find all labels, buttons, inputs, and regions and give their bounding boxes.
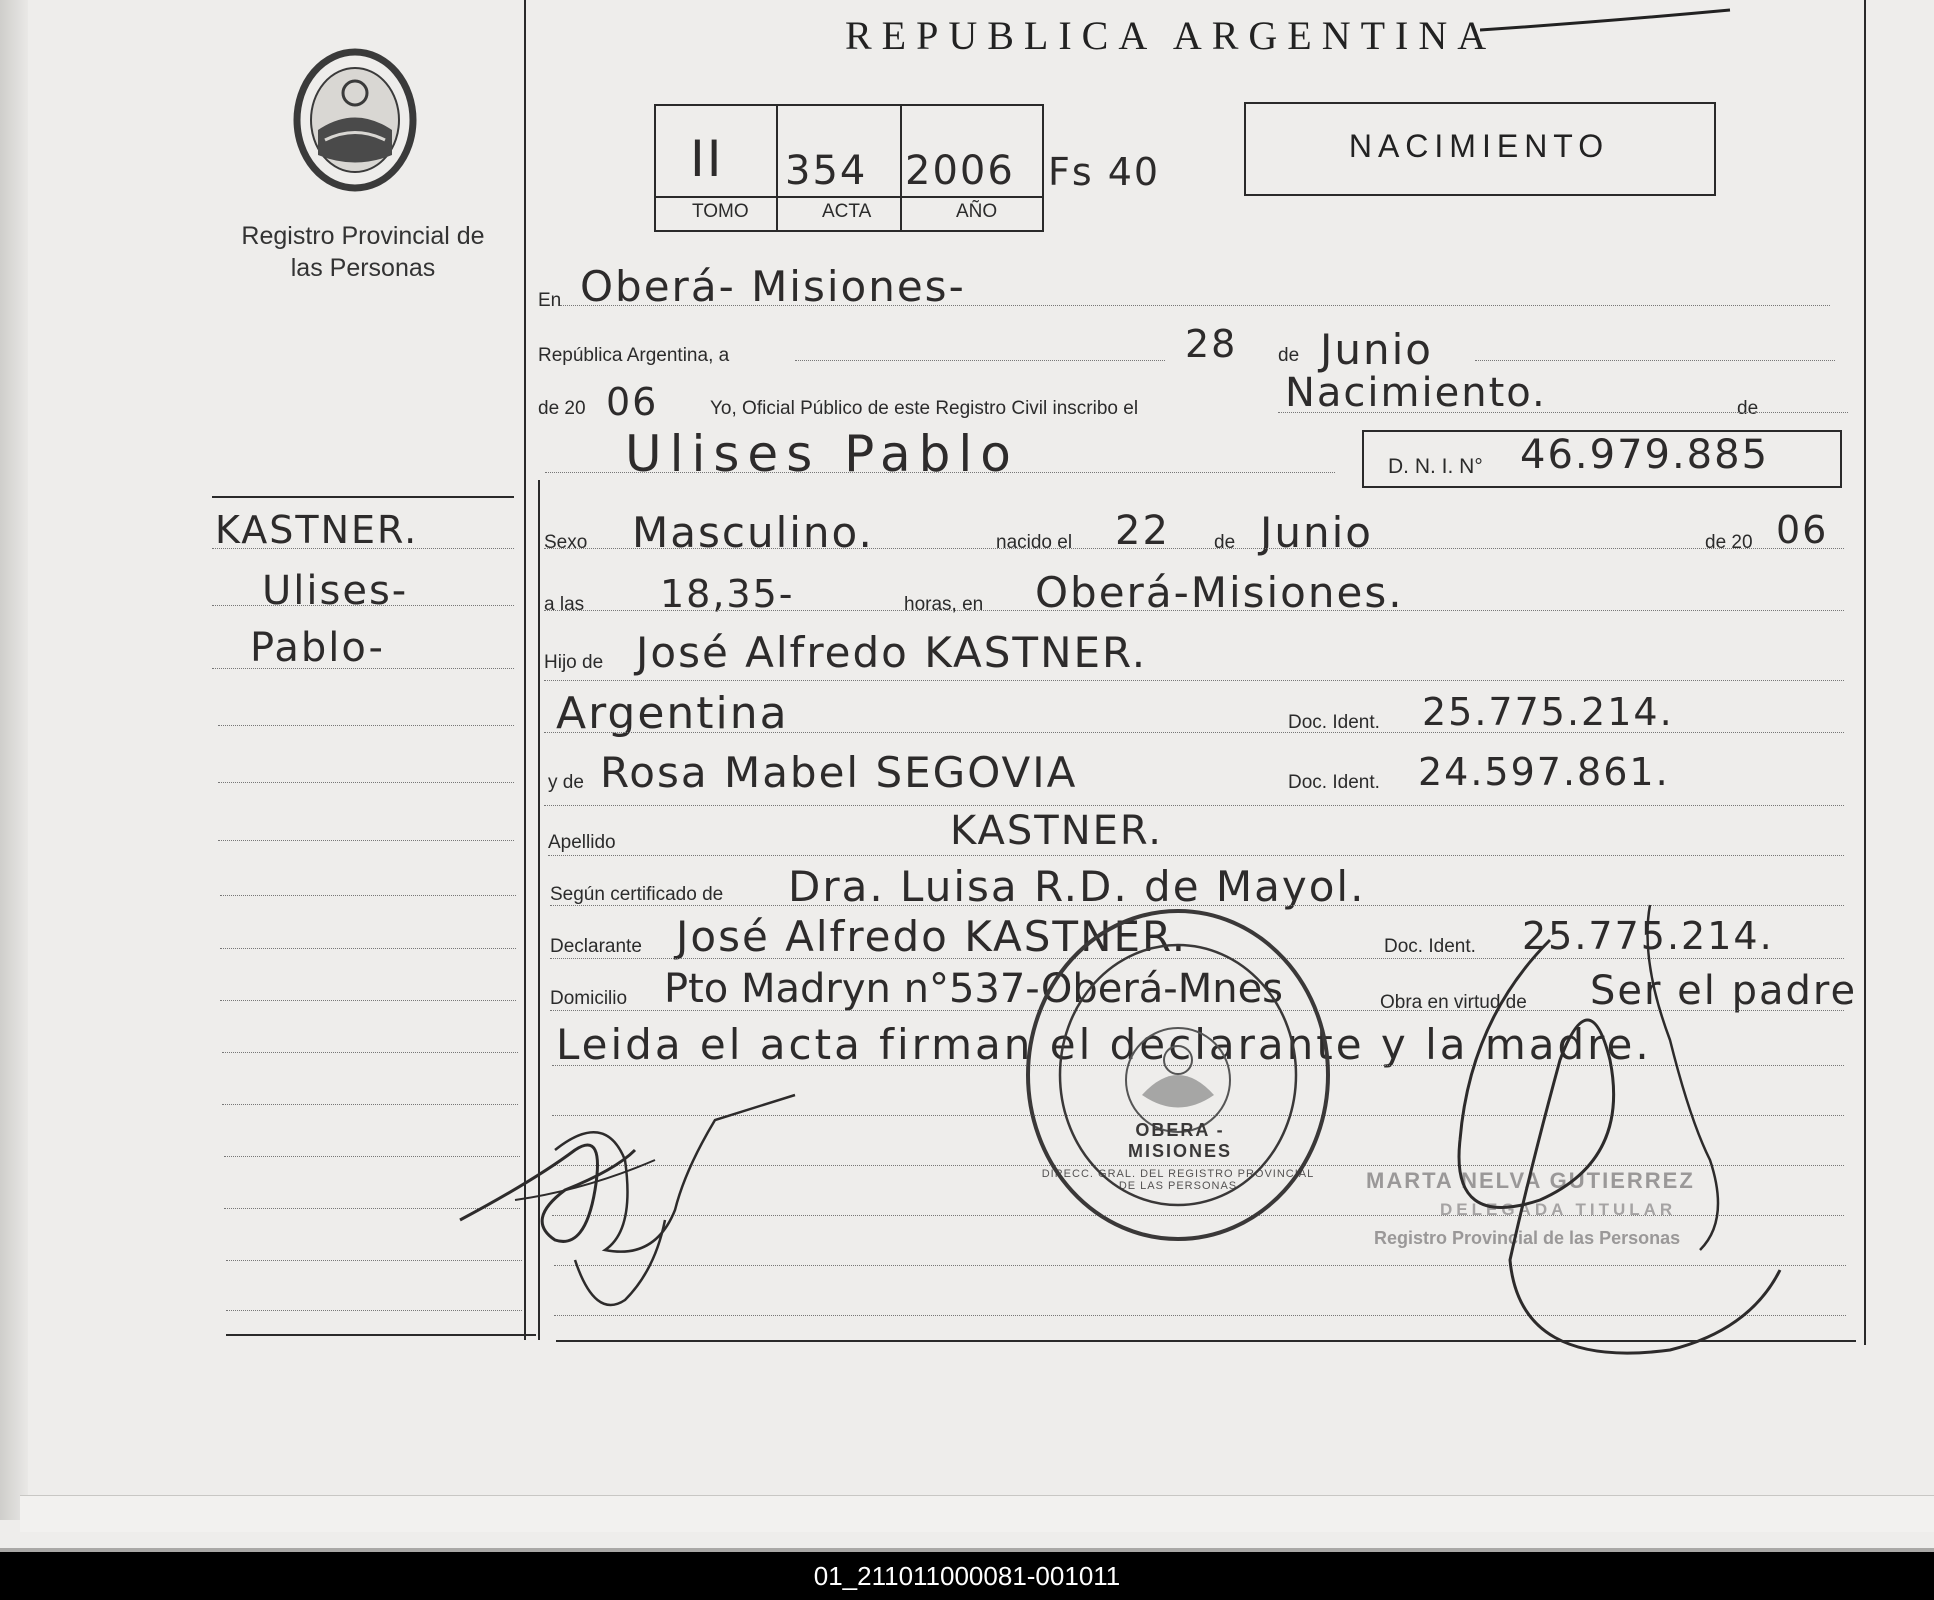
page-edge xyxy=(20,1495,1934,1532)
republica-label: República Argentina, a xyxy=(538,345,730,366)
dni-label: D. N. I. N° xyxy=(1388,455,1483,478)
seal-center-text: OBERA - MISIONES xyxy=(1127,1120,1232,1161)
certificado-value: Dra. Luisa R.D. de Mayol. xyxy=(788,862,1366,911)
leida-value: Leida el acta firman el declarante y la madre. xyxy=(556,1020,1652,1069)
madre-doc-value: 24.597.861. xyxy=(1418,750,1670,794)
horas-label: horas, en xyxy=(904,594,984,615)
nacido-label: nacido el xyxy=(996,532,1073,553)
hijo-label: Hijo de xyxy=(544,652,604,673)
madre-value: Rosa Mabel SEGOVIA xyxy=(600,748,1078,797)
en-label: En xyxy=(538,290,562,311)
day-value: 28 xyxy=(1185,322,1238,366)
month-value: Junio xyxy=(1320,325,1433,374)
padre-nacionalidad: Argentina xyxy=(556,688,789,739)
official-office: Registro Provincial de las Personas xyxy=(1374,1228,1681,1248)
padre-value: José Alfredo KASTNER. xyxy=(636,628,1148,677)
oficial-text: Yo, Oficial Público de este Registro Civil inscribo el xyxy=(710,398,1139,419)
de-label-3: de xyxy=(1214,532,1236,553)
year-prefix: de 20 xyxy=(538,398,586,419)
mother-signature xyxy=(1410,900,1790,1380)
doc-ident-label-3: Doc. Ident. xyxy=(1384,936,1476,957)
alas-label: a las xyxy=(544,594,585,615)
official-round-seal-icon xyxy=(1022,905,1334,1245)
apellido-label: Apellido xyxy=(548,832,616,853)
de-label-1: de xyxy=(1278,345,1300,366)
doc-ident-label-1: Doc. Ident. xyxy=(1288,712,1380,733)
child-name-value: Ulises Pablo xyxy=(625,425,1019,483)
bottom-line-left xyxy=(226,1334,536,1336)
sexo-value: Masculino. xyxy=(632,508,874,557)
segun-label: Según certificado de xyxy=(550,884,724,905)
page-shadow xyxy=(0,0,28,1520)
seal-ring-text: DIRECC. GRAL. DEL REGISTRO PROVINCIAL DE LAS PERSONAS xyxy=(1041,1168,1315,1192)
domicilio-label: Domicilio xyxy=(550,988,628,1009)
record-type: NACIMIENTO xyxy=(1348,128,1610,164)
footer-band xyxy=(0,1552,1934,1600)
obra-value: Ser el padre xyxy=(1590,968,1858,1014)
anio-value: 2006 xyxy=(905,148,1015,194)
hora-value: 18,35- xyxy=(660,572,795,616)
inscribo-value: Nacimiento. xyxy=(1285,370,1547,416)
sexo-label: Sexo xyxy=(544,532,588,553)
de-label-2: de xyxy=(1737,398,1759,419)
year-value: 06 xyxy=(606,380,659,424)
declarante-doc-value: 25.775.214. xyxy=(1522,914,1774,958)
margin-note-surname: KASTNER. xyxy=(215,508,419,552)
tomo-label: TOMO xyxy=(692,201,749,222)
provincial-seal-icon xyxy=(290,45,420,195)
de20-label: de 20 xyxy=(1705,532,1753,553)
country-title: REPUBLICA ARGENTINA xyxy=(845,13,1497,58)
doc-ident-label-2: Doc. Ident. xyxy=(1288,772,1380,793)
obra-label: Obra en virtud de xyxy=(1380,992,1527,1013)
tomo-value: II xyxy=(690,130,724,188)
nacido-year: 06 xyxy=(1776,508,1829,552)
main-right-border xyxy=(1864,0,1866,1345)
official-name: MARTA NELVA GUTIERREZ xyxy=(1366,1168,1695,1193)
declarante-value: José Alfredo KASTNER. xyxy=(676,912,1188,961)
official-title: DELEGADA TITULAR xyxy=(1440,1200,1677,1219)
margin-note-name2: Pablo- xyxy=(250,625,385,671)
lugar-value: Oberá-Misiones. xyxy=(1035,568,1404,617)
domicilio-value: Pto Madryn n°537-Oberá-Mnes xyxy=(664,966,1284,1012)
margin-note-name1: Ulises- xyxy=(262,568,409,614)
acta-label: ACTA xyxy=(822,201,872,222)
folio-note: Fs 40 xyxy=(1048,150,1161,194)
footer-id: 01_211011000081-001011 xyxy=(813,1561,1121,1591)
nacido-month: Junio xyxy=(1260,508,1373,557)
registry-name: Registro Provincial de las Personas xyxy=(241,222,485,282)
padre-doc-value: 25.775.214. xyxy=(1422,690,1674,734)
anio-label: AÑO xyxy=(956,201,998,222)
acta-value: 354 xyxy=(785,148,868,194)
top-curve-mark xyxy=(1480,0,1740,40)
en-value: Oberá- Misiones- xyxy=(580,262,966,311)
yde-label: y de xyxy=(548,772,584,793)
declarante-label: Declarante xyxy=(550,936,642,957)
margin-top-line xyxy=(212,496,514,498)
dni-value: 46.979.885 xyxy=(1520,432,1770,478)
nacido-day: 22 xyxy=(1115,508,1170,554)
declarant-signature xyxy=(455,1090,815,1330)
apellido-value: KASTNER. xyxy=(950,808,1163,854)
